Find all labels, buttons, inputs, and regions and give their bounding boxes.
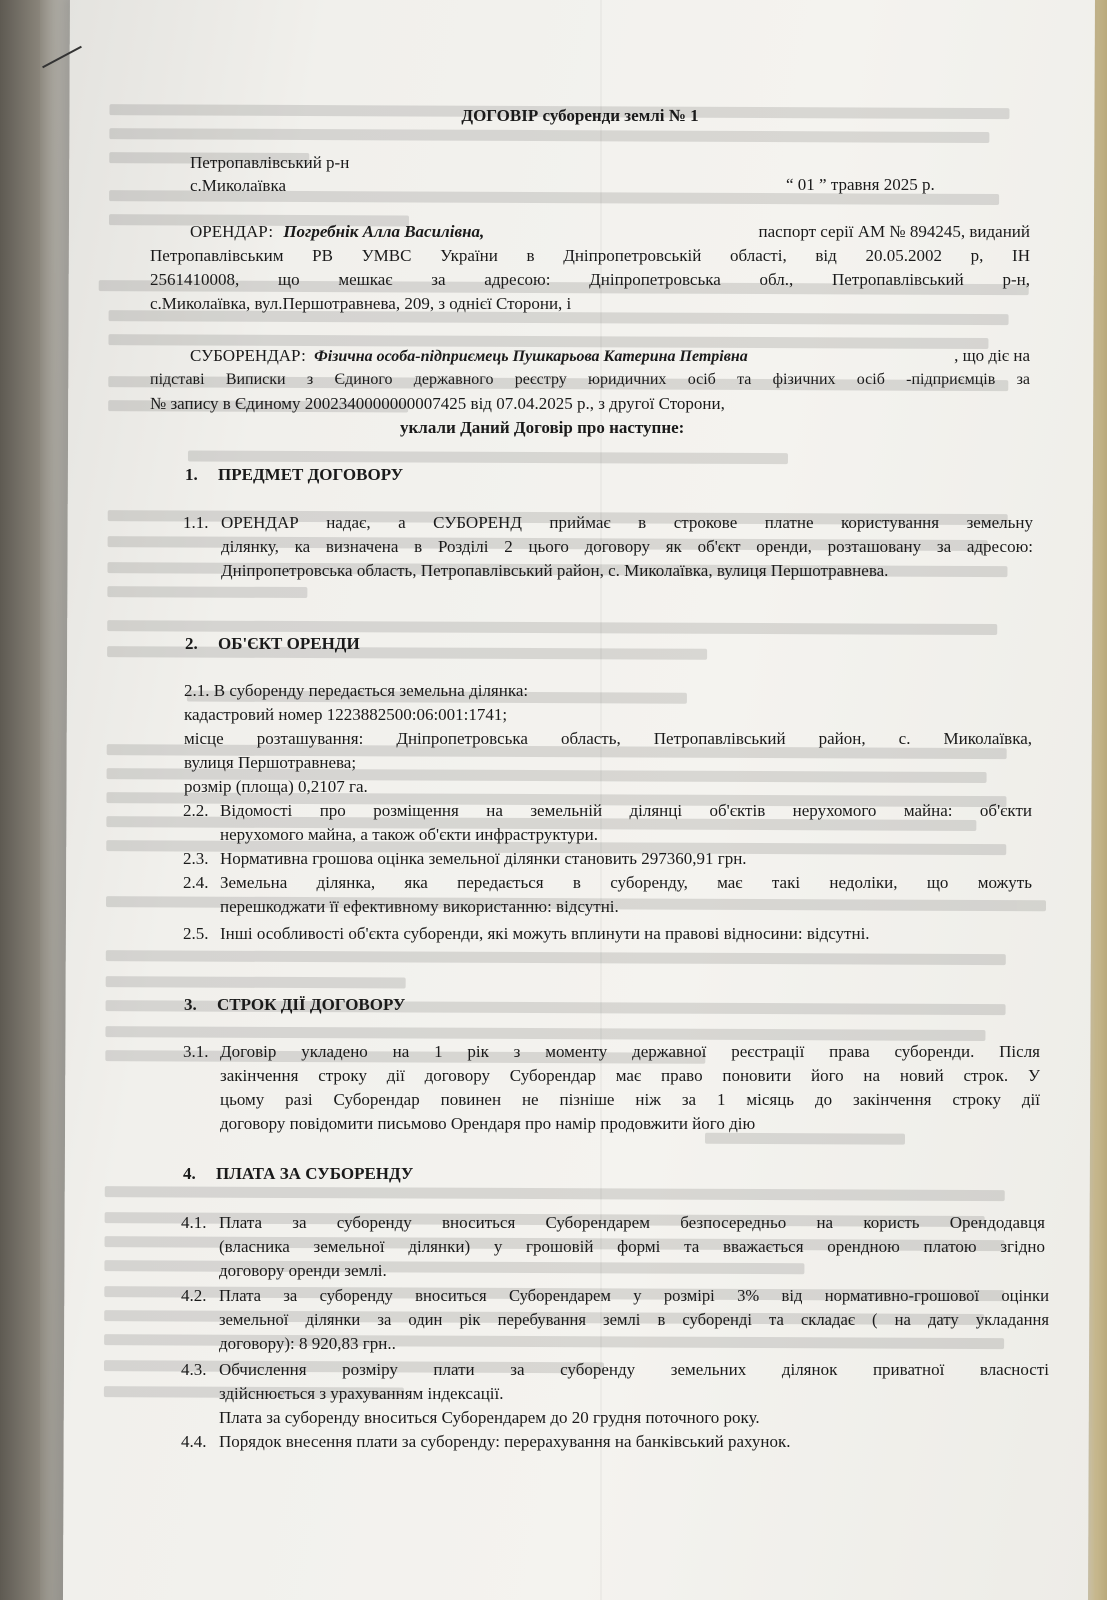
lessor-line-3: 2561410008, що мешкає за адресою: Дніпропетровська обл., Петропавлівський р-н, — [150, 270, 1030, 289]
clause-2-2-number: 2.2. — [183, 801, 209, 820]
clause-3-1-line-3: цьому разі Суборендар повинен не пізніше ніж за 1 місяць до закінчення строку дії — [220, 1090, 1040, 1109]
clause-3-1-line-4: договору повідомити письмово Орендаря про намір продовжити його дію — [220, 1114, 756, 1133]
sublessee-line-1 — [190, 344, 1030, 368]
clause-4-1-line-1: Плата за суборенду вноситься Суборендарем безпосередньо на користь Орендодавця — [219, 1213, 1045, 1232]
clause-4-3-number: 4.3. — [181, 1360, 207, 1379]
clause-2-1-line-1: 2.1. В суборенду передається земельна ділянка: — [184, 681, 529, 700]
clause-3-1-number: 3.1. — [183, 1042, 209, 1061]
lessor-line-1 — [190, 220, 1030, 243]
clause-4-1-line-2: (власника земельної ділянки) у грошовій формі та вважається орендною платою згідно — [219, 1237, 1045, 1256]
concluded-statement: уклали Даний Договір про наступне: — [400, 418, 685, 437]
lessor-line-4: с.Миколаївка, вул.Першотравнева, 209, з однієї Сторони, і — [150, 294, 572, 313]
clause-4-3-line-3: Плата за суборенду вноситься Суборендарем до 20 грудня поточного року. — [219, 1408, 760, 1427]
clause-4-1-line-3: договору оренди землі. — [219, 1261, 387, 1280]
clause-2-4-number: 2.4. — [183, 873, 209, 892]
clause-1-1-number: 1.1. — [183, 513, 209, 532]
clause-1-1-line-3: Дніпропетровська область, Петропавлівський район, с. Миколаївка, вулиця Першотравнева. — [221, 561, 889, 580]
place-district: Петропавлівський р-н — [190, 153, 350, 172]
section-1-title: ПРЕДМЕТ ДОГОВОРУ — [218, 465, 404, 484]
clause-2-1-area: розмір (площа) 0,2107 га. — [184, 777, 368, 796]
lessor-label: ОРЕНДАР: — [190, 222, 274, 241]
clause-2-3-number: 2.3. — [183, 849, 209, 868]
section-3-number: 3. — [184, 995, 197, 1014]
clause-3-1-line-1: Договір укладено на 1 рік з моменту державної реєстрації права суборенди. Після — [220, 1042, 1040, 1061]
sublessee-name: Фізична особа-підприємець Пушкарьова Катерина Петрівна — [314, 348, 748, 365]
document-title: ДОГОВІР суборенди землі № 1 — [461, 106, 699, 125]
clause-3-1-line-2: закінчення строку дії договору Суборендар має право поновити його на новий строк. У — [220, 1066, 1040, 1085]
clause-1-1-line-2: ділянку, ка визначена в Розділі 2 цього договору як об'єкт оренди, розташовану за адресою: — [221, 537, 1033, 556]
section-2-number: 2. — [185, 634, 198, 653]
clause-4-3-line-2: здійснюється з урахуванням індексації. — [219, 1384, 504, 1403]
sublessee-label: СУБОРЕНДАР: — [190, 346, 306, 365]
clause-4-2-line-2: земельної ділянки за один рік перебування землі в суборенді та складає ( на дату укладання — [219, 1310, 1049, 1329]
clause-4-4-number: 4.4. — [181, 1432, 207, 1451]
sublessee-line-2: підставі Виписки з Єдиного державного реєстру юридичних осіб та фізичних осіб -підприємців за — [150, 371, 1030, 388]
clause-4-1-number: 4.1. — [181, 1213, 207, 1232]
lessor-name: Погребнік Алла Василівна, — [283, 222, 485, 241]
section-4-number: 4. — [183, 1164, 196, 1183]
clause-4-2-line-1: Плата за суборенду вноситься Суборендарем у розмірі 3% від нормативно-грошової оцінки — [219, 1286, 1049, 1305]
clause-2-2-line-1: Відомості про розміщення на земельній ділянці об'єктів нерухомого майна: об'єкти — [220, 801, 1032, 820]
clause-2-4-line-1: Земельна ділянка, яка передається в суборенду, має такі недоліки, що можуть — [220, 873, 1032, 892]
place-village: с.Миколаївка — [190, 176, 287, 195]
clause-4-3-line-1: Обчислення розміру плати за суборенду земельних ділянок приватної власності — [219, 1360, 1049, 1379]
clause-1-1-line-1: ОРЕНДАР надає, а СУБОРЕНД приймає в строкове платне користування земельну — [221, 513, 1033, 532]
clause-2-3-line-1: Нормативна грошова оцінка земельної ділянки становить 297360,91 грн. — [220, 849, 747, 868]
clause-2-1-location: місце розташування: Дніпропетровська область, Петропавлівський район, с. Миколаївка, — [184, 729, 1032, 748]
clause-2-5-number: 2.5. — [183, 924, 209, 943]
clause-2-1-street: вулиця Першотравнева; — [184, 753, 357, 772]
clause-4-2-line-3: договору): 8 920,83 грн.. — [219, 1334, 396, 1353]
clause-2-2-line-2: нерухомого майна, а також об'єкти инфраструктури. — [220, 825, 599, 844]
clause-2-5-line-1: Інші особливості об'єкта суборенди, які можуть вплинути на правові відносини: відсутні. — [220, 924, 870, 943]
clause-2-4-line-2: перешкоджати її ефективному використанню: відсутні. — [220, 897, 619, 916]
clause-4-4-line-1: Порядок внесення плати за суборенду: перерахування на банківський рахунок. — [219, 1432, 791, 1451]
document-date: “ 01 ” травня 2025 р. — [786, 175, 935, 194]
section-1-number: 1. — [185, 465, 198, 484]
lessor-line-2: Петропавлівським РВ УМВС України в Дніпропетровській області, від 20.05.2002 р, ІН — [150, 246, 1030, 265]
clause-4-2-number: 4.2. — [181, 1286, 207, 1305]
sublessee-basis: , що діє на — [954, 346, 1030, 365]
sublessee-line-3: № запису в Єдиному 2002340000000007425 від 07.04.2025 р., з другої Сторони, — [150, 394, 725, 413]
section-3-title: СТРОК ДІЇ ДОГОВОРУ — [217, 995, 406, 1014]
lessor-passport: паспорт серії АМ № 894245, виданий — [758, 222, 1030, 241]
clause-2-1-cadastral: кадастровий номер 1223882500:06:001:1741; — [184, 705, 508, 724]
section-2-title: ОБ'ЄКТ ОРЕНДИ — [218, 634, 360, 653]
section-4-title: ПЛАТА ЗА СУБОРЕНДУ — [216, 1164, 414, 1183]
